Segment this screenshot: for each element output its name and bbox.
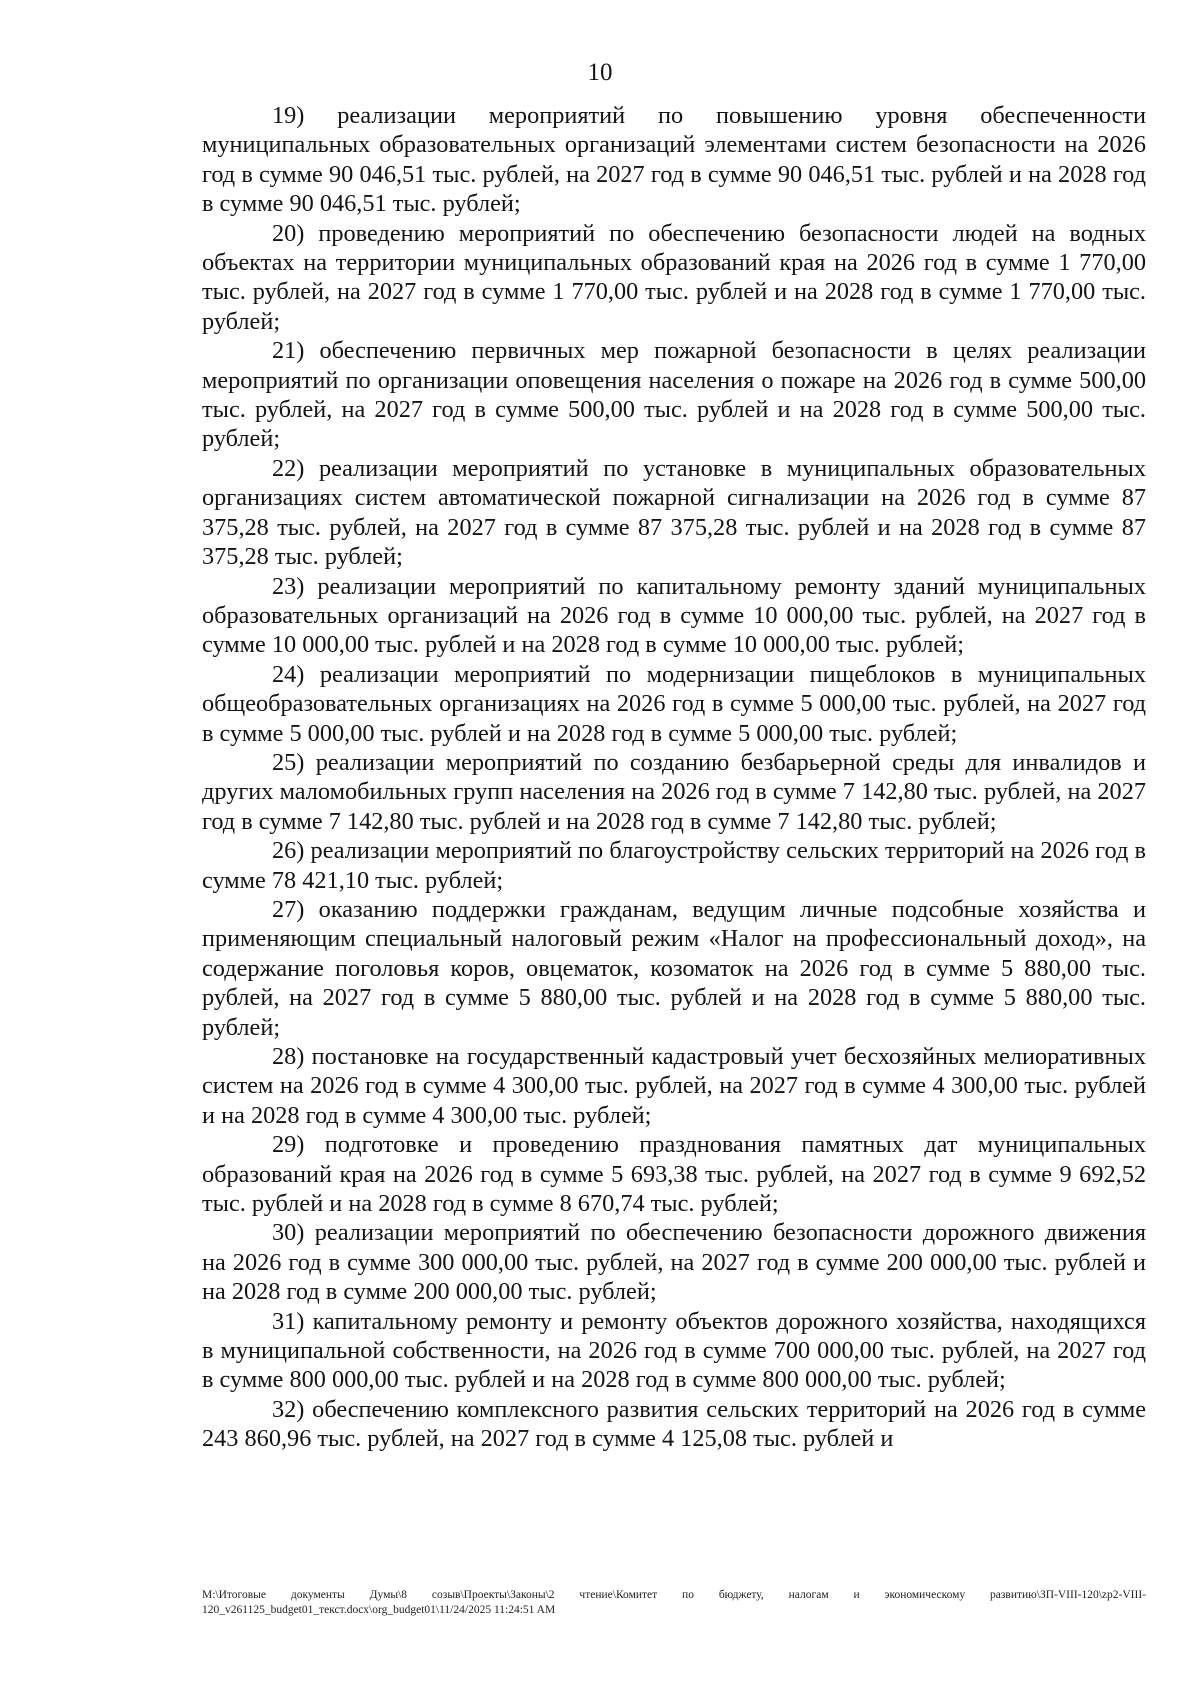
paragraph-20: 20) проведению мероприятий по обеспечению безопасности людей на водных объектах на территории муниципальных образований края на 2026 год в сумме 1 770,00 тыс. рублей, на 2027 год в сумме 1 770,00 тыс. рублей и на 2028 год в сумме 1 770,00 тыс. рублей;	[202, 219, 1146, 335]
paragraph-21: 21) обеспечению первичных мер пожарной безопасности в целях реализации мероприятий по организации оповещения населения о пожаре на 2026 год в сумме 500,00 тыс. рублей, на 2027 год в сумме 500,00 тыс. рублей и на 2028 год в сумме 500,00 тыс. рублей;	[202, 337, 1146, 453]
paragraph-25: 25) реализации мероприятий по созданию безбарьерной среды для инвалидов и других маломобильных групп населения на 2026 год в сумме 7 142,80 тыс. рублей, на 2027 год в сумме 7 142,80 тыс. рублей и на 2028 год в сумме 7 142,80 тыс. рублей;	[202, 748, 1146, 835]
paragraph-30: 30) реализации мероприятий по обеспечению безопасности дорожного движения на 2026 год в сумме 300 000,00 тыс. рублей, на 2027 год в сумме 200 000,00 тыс. рублей и на 2028 год в сумме 200 000,00 тыс. рублей;	[202, 1219, 1146, 1306]
paragraph-22: 22) реализации мероприятий по установке в муниципальных образовательных организациях систем автоматической пожарной сигнализации на 2026 год в сумме 87 375,28 тыс. рублей, на 2027 год в сумме 87 375,28 тыс. рублей и на 2028 год в сумме 87 375,28 тыс. рублей;	[202, 454, 1146, 571]
paragraph-24: 24) реализации мероприятий по модернизации пищеблоков в муниципальных общеобразовательных организациях на 2026 год в сумме 5 000,00 тыс. рублей, на 2027 год в сумме 5 000,00 тыс. рублей и на 2028 год в сумме 5 000,00 тыс. рублей;	[202, 660, 1146, 747]
paragraph-23: 23) реализации мероприятий по капитальному ремонту зданий муниципальных образовательных организаций на 2026 год в сумме 10 000,00 тыс. рублей, на 2027 год в сумме 10 000,00 тыс. рублей и на 2028 год в сумме 10 000,00 тыс. рублей;	[202, 572, 1146, 659]
paragraph-28: 28) постановке на государственный кадастровый учет бесхозяйных мелиоративных систем на 2026 год в сумме 4 300,00 тыс. рублей, на 2027 год в сумме 4 300,00 тыс. рублей и на 2028 год в сумме 4 300,00 тыс. рублей;	[202, 1043, 1146, 1129]
paragraph-29: 29) подготовке и проведению празднования памятных дат муниципальных образований края на 2026 год в сумме 5 693,38 тыс. рублей, на 2027 год в сумме 9 692,52 тыс. рублей и на 2028 год в сумме 8 670,74 тыс. рублей;	[202, 1131, 1146, 1218]
paragraph-19: 19) реализации мероприятий по повышению уровня обеспеченности муниципальных образовательных организаций элементами систем безопасности на 2026 год в сумме 90 046,51 тыс. рублей, на 2027 год в сумме 90 046,51 тыс. рублей и на 2028 год в сумме 90 046,51 тыс. рублей;	[202, 102, 1146, 218]
paragraph-32: 32) обеспечению комплексного развития сельских территорий на 2026 год в сумме 243 860,96 тыс. рублей, на 2027 год в сумме 4 125,08 тыс. рублей и	[202, 1395, 1146, 1453]
paragraph-26: 26) реализации мероприятий по благоустройству сельских территорий на 2026 год в сумме 78 421,10 тыс. рублей;	[202, 837, 1146, 894]
page-number: 10	[587, 59, 613, 86]
paragraph-31: 31) капитальному ремонту и ремонту объектов дорожного хозяйства, находящихся в муниципальной собственности, на 2026 год в сумме 700 000,00 тыс. рублей, на 2027 год в сумме 800 000,00 тыс. рублей и на 2028 год в сумме 800 000,00 тыс. рублей;	[202, 1307, 1146, 1394]
paragraph-27: 27) оказанию поддержки гражданам, ведущим личные подсобные хозяйства и применяющим специальный налоговый режим «Налог на профессиональный доход», на содержание поголовья коров, овцематок, козоматок на 2026 год в сумме 5 880,00 тыс. рублей, на 2027 год в сумме 5 880,00 тыс. рублей и на 2028 год в сумме 5 880,00 тыс. рублей;	[202, 895, 1146, 1041]
footer-file-path: M:\Итоговые документы Думы\8 созыв\Проекты\Законы\2 чтение\Комитет по бюджету, налогам и экономическому развитию\ЗП-VIII-120\zp2-VIII-120_v261125_budget01_текст.docx\org_budget01\11/24/2025 11:24:51 AM	[202, 1589, 1146, 1616]
document-body	[202, 101, 1146, 1454]
